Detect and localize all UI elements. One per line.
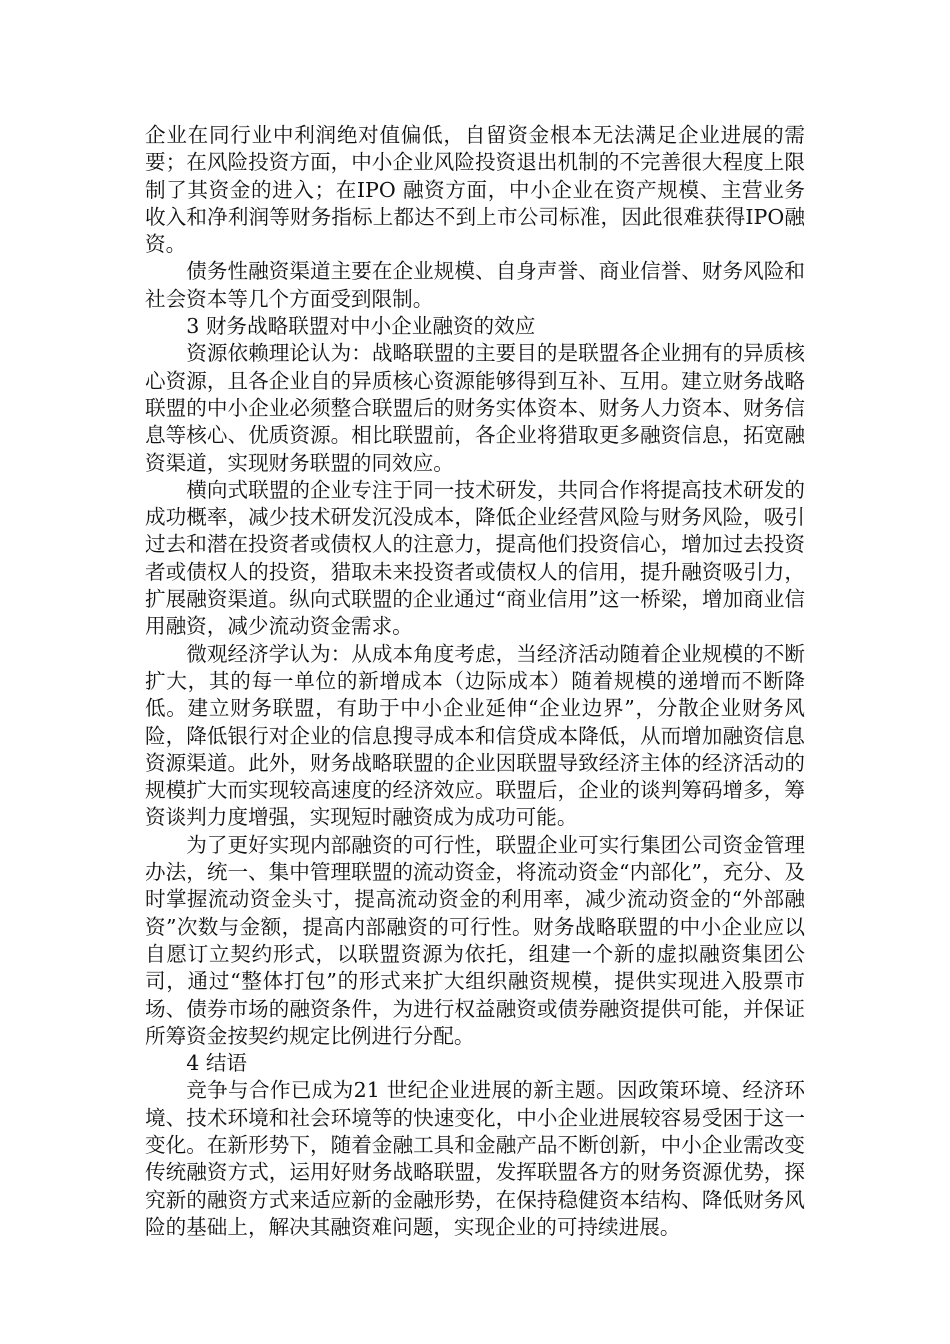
document-page xyxy=(145,122,805,1241)
paragraph-conclusion: 竞争与合作已成为21 世纪企业进展的新主题。因政策环境、经济环境、技术环境和社会环境等的快速变化，中小企业进展较容易受困于这一变化。在新形势下，随着金融工具和金融产品不断创新，中小企业需改变传统融资方式，运用好财务战略联盟，发挥联盟各方的财务资源优势，探究新的融资方式来适应新的金融形势，在保持稳健资本结构、降低财务风险的基础上，解决其融资难问题，实现企业的可持续进展。 xyxy=(145,1078,805,1239)
section-heading-3: 3 财务战略联盟对中小企业融资的效应 xyxy=(186,314,536,339)
section-heading-4: 4 结语 xyxy=(186,1051,248,1076)
paragraph-horizontal-alliance: 横向式联盟的企业专注于同一技术研发，共同合作将提高技术研发的成功概率，减少技术研发沉没成本，降低企业经营风险与财务风险，吸引过去和潜在投资者或债权人的注意力，提高他们投资信心，增加过去投资者或债权人的投资，猎取未来投资者或债权人的信用，提升融资吸引力，扩展融资渠道。纵向式联盟的企业通过“商业信用”这一桥梁，增加商业信用融资，减少流动资金需求。 xyxy=(145,477,805,639)
paragraph-internal-financing: 为了更好实现内部融资的可行性，联盟企业可实行集团公司资金管理办法，统一、集中管理联盟的流动资金，将流动资金“内部化”，充分、及时掌握流动资金头寸，提高流动资金的利用率，减少流动资金的“外部融资”次数与金额，提高内部融资的可行性。财务战略联盟的中小企业应以自愿订立契约形式，以联盟资源为依托，组建一个新的虚拟融资集团公司，通过“整体打包”的形式来扩大组织融资规模，提供实现进入股票市场、债券市场的融资条件，为进行权益融资或债券融资提供可能，并保证所筹资金按契约规定比例进行分配。 xyxy=(145,832,805,1048)
paragraph-ipo-financing: 企业在同行业中利润绝对值偏低，自留资金根本无法满足企业进展的需要；在风险投资方面，中小企业风险投资退出机制的不完善很大程度上限制了其资金的进入；在IPO 融资方面，中小企业在资产规模、主营业务收入和净利润等财务指标上都达不到上市公司标准，因此很难获得IPO融资。 xyxy=(145,123,805,257)
paragraph-microeconomics: 微观经济学认为：从成本角度考虑，当经济活动随着企业规模的不断扩大，其的每一单位的新增成本（边际成本）随着规模的递增而不断降低。建立财务联盟，有助于中小企业延伸“企业边界”，分散企业财务风险，降低银行对企业的信息搜寻成本和信贷成本降低，从而增加融资信息资源渠道。此外，财务战略联盟的企业因联盟导致经济主体的经济活动的规模扩大而实现较高速度的经济效应。联盟后，企业的谈判筹码增多，筹资谈判力度增强，实现短时融资成为成功可能。 xyxy=(145,641,805,830)
paragraph-resource-dependence: 资源依赖理论认为：战略联盟的主要目的是联盟各企业拥有的异质核心资源，且各企业自的异质核心资源能够得到互补、互用。建立财务战略联盟的中小企业必须整合联盟后的财务实体资本、财务人力资本、财务信息等核心、优质资源。相比联盟前，各企业将猎取更多融资信息，拓宽融资渠道，实现财务联盟的同效应。 xyxy=(145,341,805,475)
paragraph-debt-financing: 债务性融资渠道主要在企业规模、自身声誉、商业信誉、财务风险和社会资本等几个方面受到限制。 xyxy=(145,259,805,311)
